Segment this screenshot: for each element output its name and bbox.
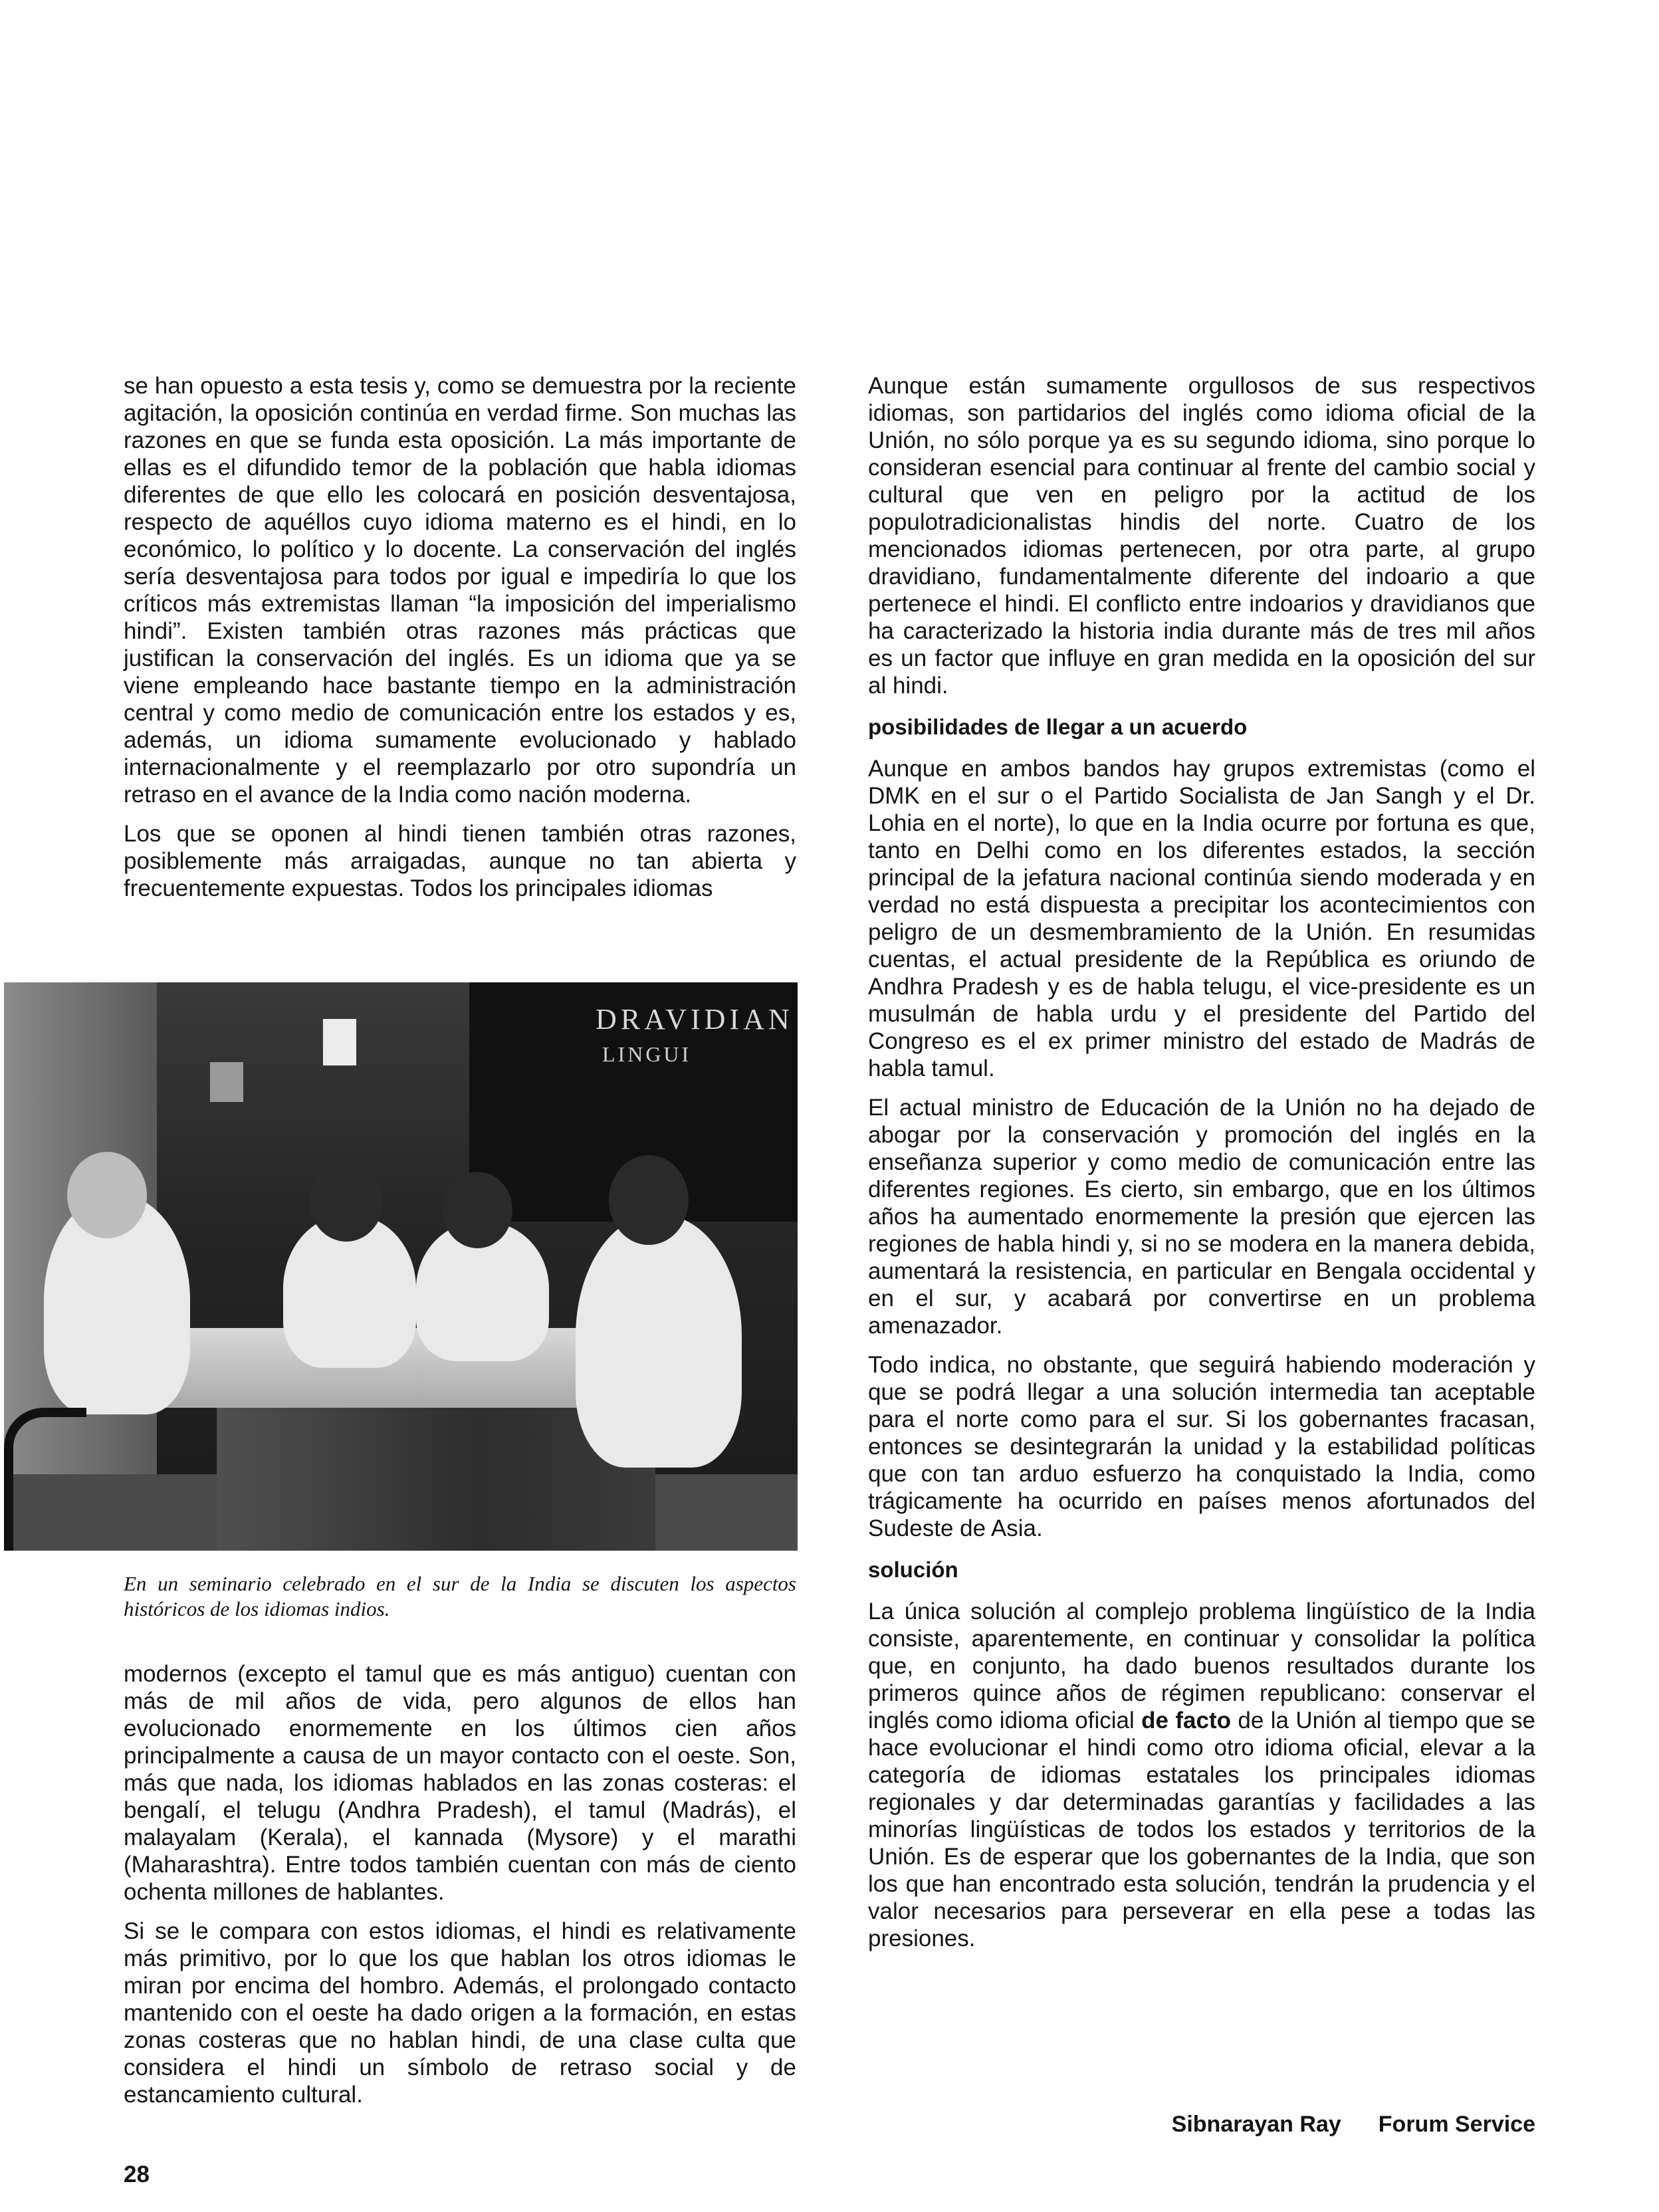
seminar-photo [4,982,798,1551]
left-column-top [124,372,796,914]
section-heading: posibilidades de llegar a un acuerdo [868,715,1248,739]
photo-person-head [67,1152,147,1238]
page-number: 28 [124,2161,150,2187]
paragraph: Los que se oponen al hindi tienen también otras razones, posiblemente más arraigadas, aunque no tan abierta y frecuentemente expuestas. Todos los principales idiomas [124,821,796,901]
paragraph: Si se le compara con estos idiomas, el hindi es relativamente más primitivo, por lo que los que hablan los otros idiomas le miran por encima del hombro. Además, el prolongado contacto mantenido con el oeste ha dado origen a la formación, en estas zonas costeras que no hablan hindi, de una clase culta que considera el hindi un símbolo de retraso social y de estancamiento cultural. [124,1918,796,2108]
photo-banner-text: DRAVIDIAN [596,1003,794,1036]
section-heading: solución [868,1557,958,1582]
paragraph: Aunque están sumamente orgullosos de sus respectivos idiomas, son partidarios del inglés como idioma oficial de la Unión, no sólo porque ya es su segundo idioma, sino porque lo consideran esencial para continuar al frente del cambio social y cultural que ven en peligro por la actitud de los populotradicionalistas hindis del norte. Cuatro de los mencionados idiomas pertenecen, por otra parte, al grupo dravidiano, fundamentalmente diferente del indoario a que pertenece el hindi. El conflicto entre indoarios y dravidianos que ha caracterizado la historia india durante más de tres mil años es un factor que influye en gran medida en la oposición del sur al hindi. [868,373,1535,699]
source-name: Forum Service [1378,2112,1535,2137]
photo-chair [4,1408,86,1551]
paragraph: El actual ministro de Educación de la Unión no ha dejado de abogar por la conservación y promoción del inglés en la enseñanza superior y como medio de comunicación entre las diferentes regiones. Es cierto, sin embargo, que en los últimos años ha aumentado enormemente la presión que ejercen las regiones de habla hindi y, si no se modera en la manera debida, aumentará la resistencia, en particular en Bengala occidental y en el sur, y acabará por convertirse en un problema amenazador. [868,1095,1535,1339]
photo-person [576,1215,742,1468]
photo-caption: En un seminario celebrado en el sur de la India se discuten los aspectos históricos de los idiomas indios. [124,1572,796,1620]
photo-banner-text: LINGUI [602,1042,692,1066]
author-name: Sibnarayan Ray [1171,2112,1341,2137]
paragraph: se han opuesto a esta tesis y, como se demuestra por la reciente agitación, la oposición continúa en verdad firme. Son muchas las razones en que se funda esta oposición. La más importante de ellas es el difundido temor de la población que habla idiomas diferentes de que ello les colocará en posición desventajosa, respecto de aquéllos cuyo idioma materno es el hindi, en lo económico, lo político y lo docente. La conservación del inglés sería desventajosa para todos por igual e impediría lo que los críticos más extremistas llaman “la imposición del imperialismo hindi”. Existen también otras razones más prácticas que justifican la conservación del inglés. Es un idioma que ya se viene empleando hace bastante tiempo en la administración central y como medio de comunicación entre los estados y es, además, un idioma sumamente evolucionado y hablado internacionalmente y el reemplazarlo por otro supondría un retraso en el avance de la India como nación moderna. [124,373,796,808]
paragraph: modernos (excepto el tamul que es más antiguo) cuentan con más de mil años de vida, pero algunos de ellos han evolucionado enormemente en los últimos cien años principalmente a causa de un mayor contacto con el oeste. Son, más que nada, los idiomas hablados en las zonas costeras: el bengalí, el telugu (Andhra Pradesh), el tamul (Madrás), el malayalam (Kerala), el kannada (Mysore) y el marathi (Maharashtra). Entre todos también cuentan con más de ciento ochenta millones de hablantes. [124,1661,796,1905]
photo-wall-sign [323,1019,356,1065]
photo-person-head [609,1155,689,1245]
paragraph-text: La única solución al complejo problema lingüístico de la India consiste, aparentemente, en continuar y consolidar la política que, en conjunto, ha dado buenos resultados durante los primeros quince años de régimen republicano: conservar el inglés como idioma oficial [868,1599,1535,1733]
paragraph-text: de la Unión al tiempo que se hace evolucionar el hindi como otro idioma oficial, elevar a la categoría de idiomas estatales los principales idiomas regionales y dar determinadas garantías y facilidades a las minorías lingüísticas de todos los estados y territorios de la Unión. Es de esperar que los gobernantes de la India, que son los que han encontrado esta solución, tendrán la prudencia y el valor necesarios para perseverar en ella pese a todas las presiones. [868,1708,1536,1951]
emphasis-text: de facto [1141,1708,1232,1733]
right-column [868,372,1535,1964]
paragraph: Todo indica, no obstante, que seguirá habiendo moderación y que se podrá llegar a una solución intermedia tan aceptable para el norte como para el sur. Si los gobernantes fracasan, entonces se desintegrarán la unidad y la estabilidad políticas que con tan arduo esfuerzo ha conquistado la India, como trágicamente ha ocurrido en países menos afortunados del Sudeste de Asia. [868,1352,1535,1541]
photo-person-head [443,1172,512,1248]
paragraph: Aunque en ambos bandos hay grupos extremistas (como el DMK en el sur o el Partido Socialista de Jan Sangh y el Dr. Lohia en el norte), lo que en la India ocurre por fortuna es que, tanto en Delhi como en los diferentes estados, la sección principal de la jefatura nacional continúa siendo moderada y en verdad no está dispuesta a precipitar los acontecimientos con peligro de un desmembramiento de la Unión. En resumidas cuentas, el actual presidente de la República es oriundo de Andhra Pradesh y es de habla telugu, el vice-presidente es un musulmán de habla urdu y el presidente del Partido del Congreso es el ex primer ministro del estado de Madrás de habla tamul. [868,756,1535,1081]
photo-person-head [310,1162,383,1242]
signature [868,2111,1535,2138]
photo-wall-box [210,1062,243,1102]
left-column-bottom [124,1660,796,2120]
paragraph [868,1598,1535,1952]
